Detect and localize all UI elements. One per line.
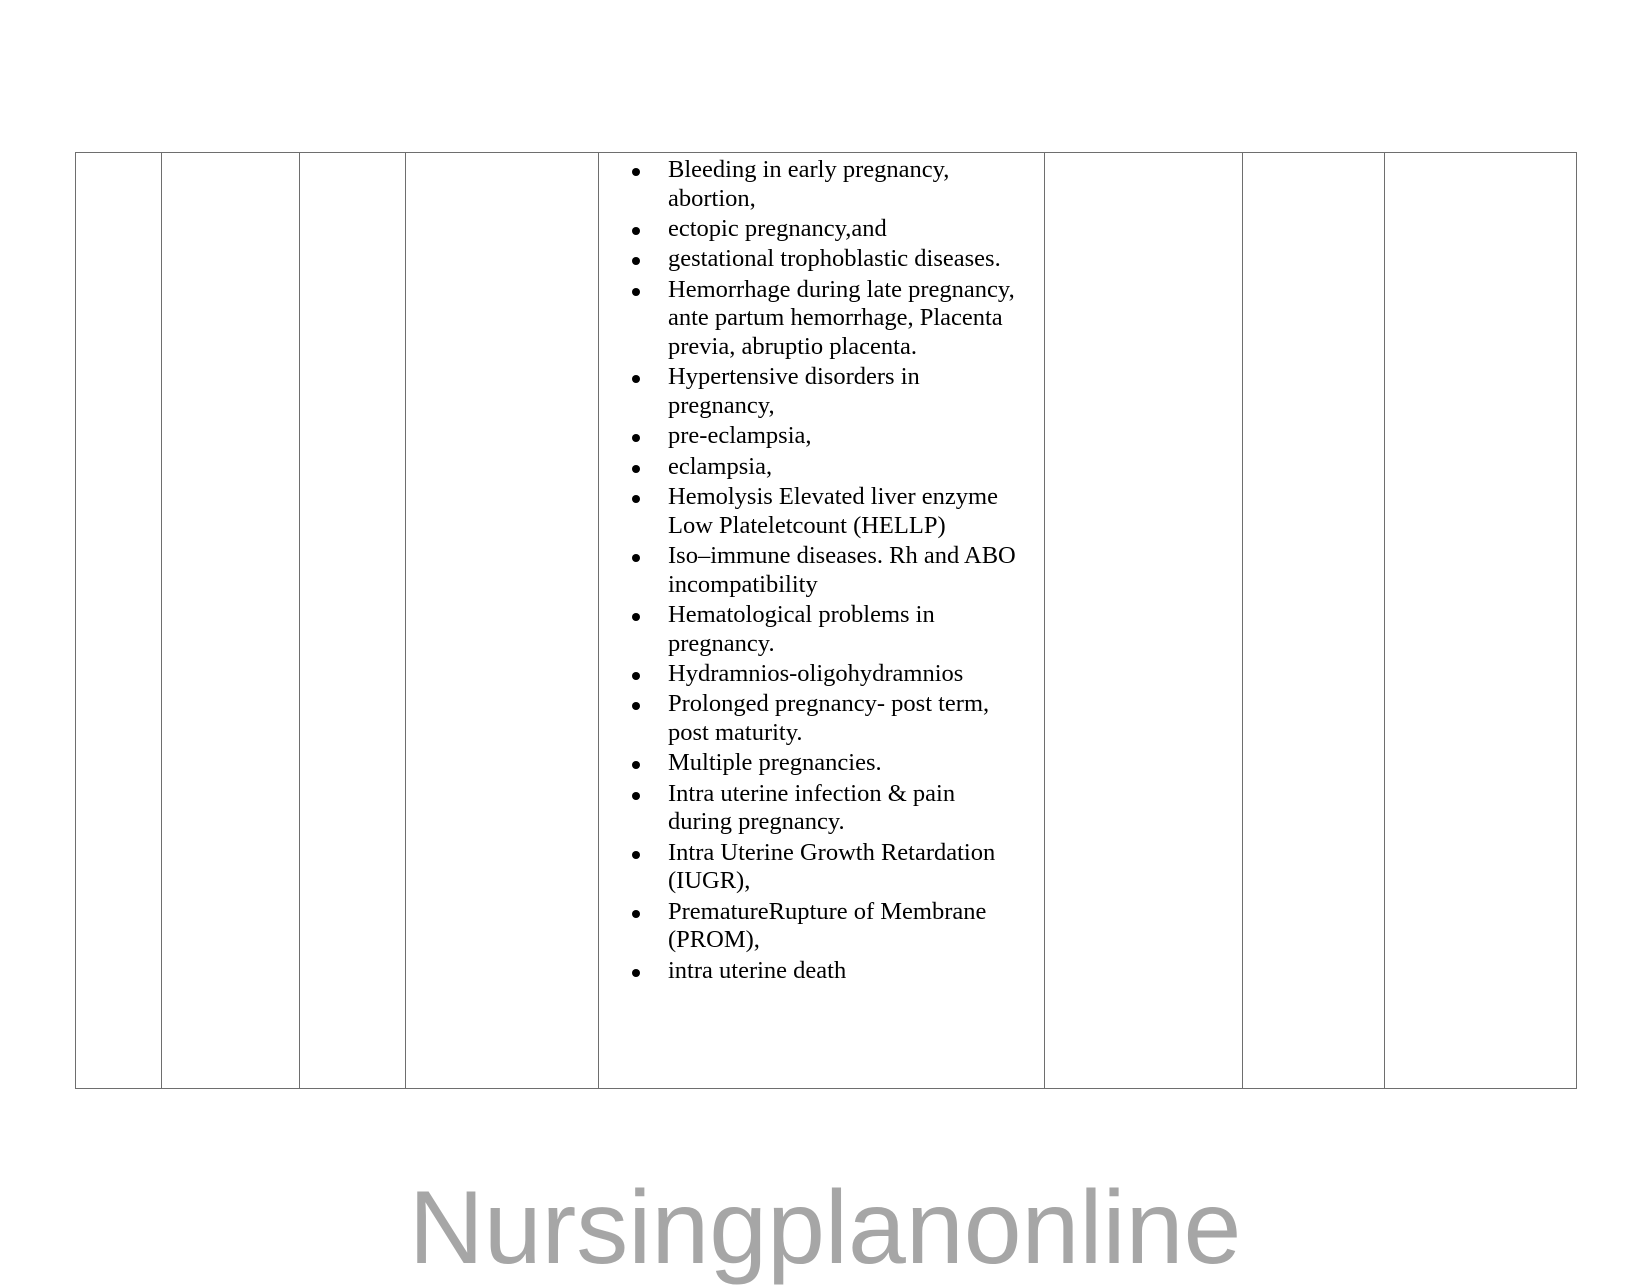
empty-cell-8 xyxy=(1385,153,1577,1089)
list-item: Multiple pregnancies. xyxy=(599,749,1044,778)
content-cell xyxy=(599,153,1045,1089)
list-item: Bleeding in early pregnancy, abortion, xyxy=(599,156,1044,213)
empty-cell-1 xyxy=(76,153,162,1089)
list-item: ectopic pregnancy,and xyxy=(599,215,1044,244)
list-item: pre-eclampsia, xyxy=(599,422,1044,451)
topics-list xyxy=(599,153,1044,985)
list-item: Intra Uterine Growth Retardation (IUGR), xyxy=(599,839,1044,896)
list-item: Iso–immune diseases. Rh and ABO incompatibility xyxy=(599,542,1044,599)
list-item: eclampsia, xyxy=(599,453,1044,482)
list-item: Hemorrhage during late pregnancy, ante partum hemorrhage, Placenta previa, abruptio placenta. xyxy=(599,276,1044,362)
empty-cell-6 xyxy=(1045,153,1243,1089)
empty-cell-7 xyxy=(1243,153,1385,1089)
watermark: Nursingplanonline xyxy=(408,1170,1242,1286)
list-item: intra uterine death xyxy=(599,957,1044,986)
empty-cell-2 xyxy=(162,153,300,1089)
table-row xyxy=(76,153,1577,1089)
list-item: Hematological problems in pregnancy. xyxy=(599,601,1044,658)
content-table xyxy=(75,152,1577,1089)
list-item: Hemolysis Elevated liver enzyme Low Plateletcount (HELLP) xyxy=(599,483,1044,540)
list-item: Hypertensive disorders in pregnancy, xyxy=(599,363,1044,420)
empty-cell-4 xyxy=(406,153,599,1089)
list-item: Prolonged pregnancy- post term, post maturity. xyxy=(599,690,1044,747)
list-item: PrematureRupture of Membrane (PROM), xyxy=(599,898,1044,955)
list-item: Hydramnios-oligohydramnios xyxy=(599,660,1044,689)
list-item: gestational trophoblastic diseases. xyxy=(599,245,1044,274)
empty-cell-3 xyxy=(300,153,406,1089)
list-item: Intra uterine infection & pain during pregnancy. xyxy=(599,780,1044,837)
